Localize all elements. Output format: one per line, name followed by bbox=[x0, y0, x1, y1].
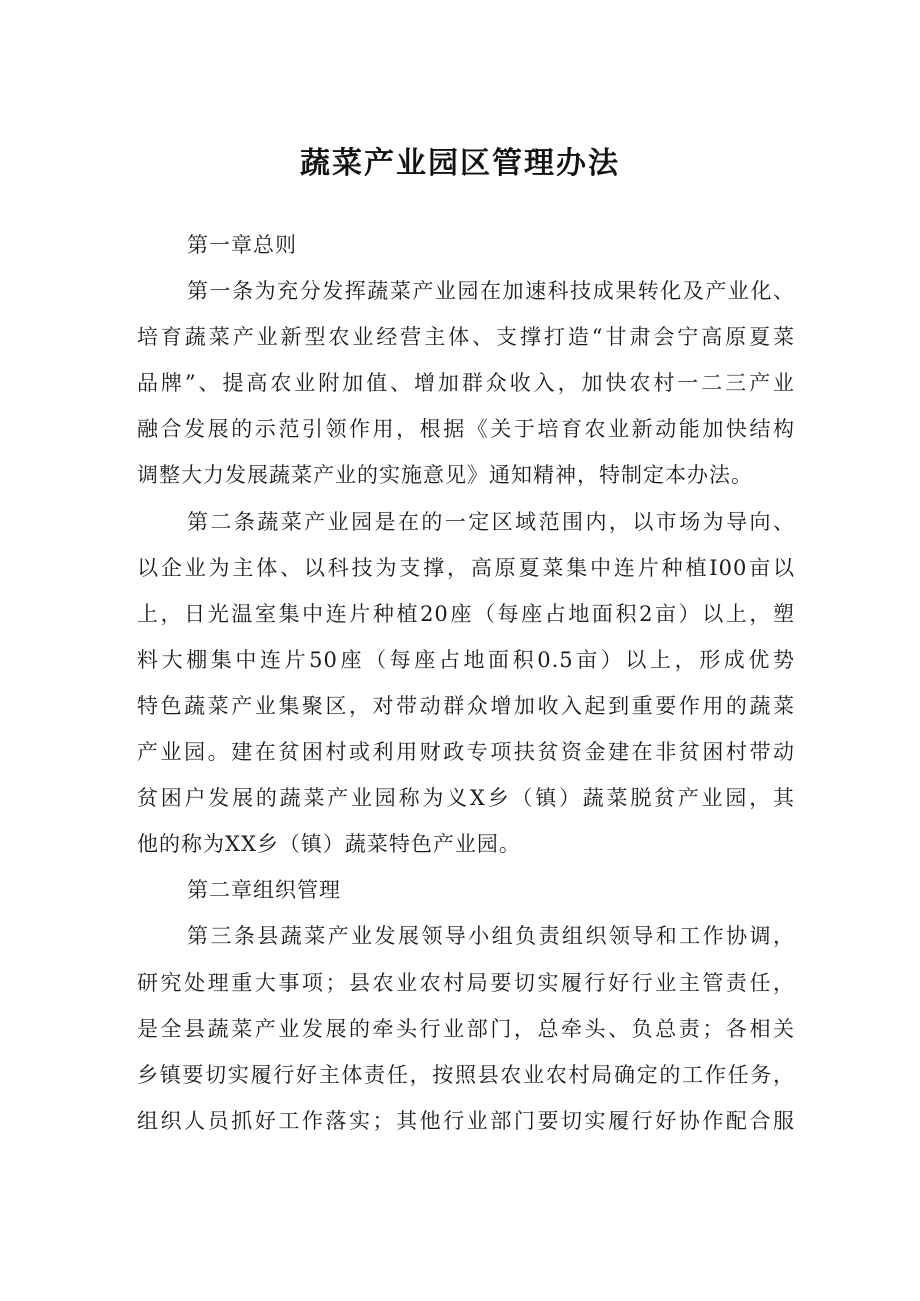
paragraph-line: 研究处理重大事项；县农业农村局要切实履行好行业主管责任， bbox=[137, 970, 795, 995]
paragraph-line: 第二条蔬菜产业园是在的一定区域范围内，以市场为导向、 bbox=[187, 509, 795, 534]
paragraph-line: 他的称为XX乡（镇）蔬菜特色产业园。 bbox=[137, 832, 521, 857]
paragraph-line: 贫困户发展的蔬菜产业园称为义X乡（镇）蔬菜脱贫产业园，其 bbox=[137, 786, 795, 811]
document-title: 蔬菜产业园区管理办法 bbox=[300, 146, 620, 181]
paragraph-line: 第三条县蔬菜产业发展领导小组负责组织领导和工作协调， bbox=[187, 924, 795, 949]
chapter-heading: 第二章组织管理 bbox=[187, 878, 341, 903]
paragraph-line: 上，日光温室集中连片种植20座（每座占地面积2亩）以上，塑 bbox=[137, 601, 795, 626]
paragraph-line: 培育蔬菜产业新型农业经营主体、支撑打造“甘肃会宁高原夏菜 bbox=[137, 325, 795, 350]
paragraph-line: 以企业为主体、以科技为支撑，高原夏菜集中连片种植I00亩以 bbox=[137, 555, 795, 580]
paragraph-line: 乡镇要切实履行好主体责任，按照县农业农村局确定的工作任务， bbox=[137, 1062, 795, 1087]
paragraph-line: 是全县蔬菜产业发展的牵头行业部门，总牵头、负总责；各相关 bbox=[137, 1016, 795, 1041]
paragraph-line: 调整大力发展蔬菜产业的实施意见》通知精神，特制定本办法。 bbox=[137, 463, 753, 488]
chapter-heading: 第一章总则 bbox=[187, 233, 297, 257]
paragraph-line: 组织人员抓好工作落实；其他行业部门要切实履行好协作配合服 bbox=[137, 1108, 795, 1133]
paragraph-line: 融合发展的示范引领作用，根据《关于培育农业新动能加快结构 bbox=[137, 417, 795, 442]
paragraph-line: 产业园。建在贫困村或利用财政专项扶贫资金建在非贫困村带动 bbox=[137, 740, 795, 765]
paragraph-line: 料大棚集中连片50座（每座占地面积0.5亩）以上，形成优势 bbox=[137, 647, 795, 672]
document-body bbox=[137, 222, 795, 1144]
paragraph-line: 特色蔬菜产业集聚区，对带动群众增加收入起到重要作用的蔬菜 bbox=[137, 693, 795, 718]
paragraph-line: 第一条为充分发挥蔬菜产业园在加速科技成果转化及产业化、 bbox=[187, 279, 795, 304]
paragraph-line: 品牌”、提高农业附加值、增加群众收入，加快农村一二三产业 bbox=[137, 371, 795, 396]
